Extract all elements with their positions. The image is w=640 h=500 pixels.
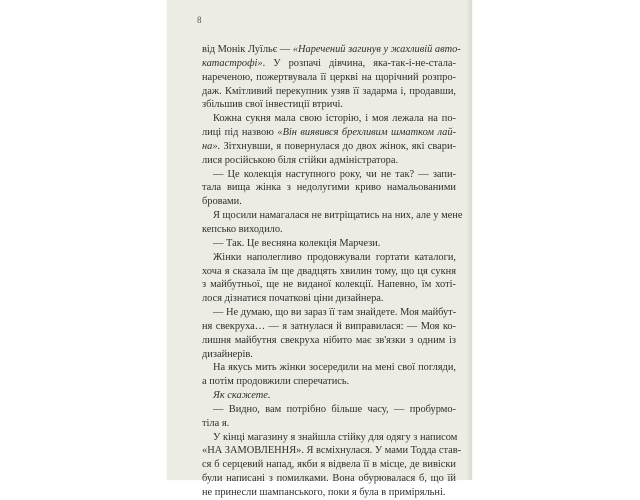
text-line xyxy=(202,306,456,320)
italic-text: Як скажете. xyxy=(213,390,271,402)
text-line xyxy=(202,292,456,306)
paragraph-p10 xyxy=(202,403,456,431)
text-run: . Зітхнувши, я повернулася до двох жінок, які свари- xyxy=(217,140,456,152)
paragraph-p6 xyxy=(202,251,456,306)
text-run: лися російською біля стійки адміністратора. xyxy=(202,154,399,166)
text-line xyxy=(202,486,456,500)
text-run: від Монік Луїльє — xyxy=(202,44,293,55)
text-line xyxy=(202,458,456,472)
text-line xyxy=(202,154,456,168)
text-line xyxy=(202,403,456,417)
text-run: ня свекруха… — я затнулася й виправилася: — Моя ко- xyxy=(202,320,456,332)
paragraph-p1 xyxy=(202,43,461,112)
paragraph-p3 xyxy=(202,168,456,210)
text-line xyxy=(202,431,456,445)
text-line xyxy=(202,278,456,292)
text-line xyxy=(202,444,462,458)
paragraph-p2 xyxy=(202,112,456,167)
text-run: ся б серцевий напад, якби я відвела її в місце, де вивіски xyxy=(202,459,456,471)
text-run: а потім продовжили сперечатись. xyxy=(202,376,350,388)
text-line xyxy=(202,237,456,251)
text-run: кепсько виходило. xyxy=(202,223,283,235)
text-run: тіла я. xyxy=(202,417,230,429)
paragraph-p9 xyxy=(202,389,456,403)
page-body-text xyxy=(202,43,463,500)
paragraph-p7 xyxy=(202,306,456,361)
text-run: — Видно, вам потрібно більше часу, — пробурмо- xyxy=(213,403,456,415)
paragraph-p8 xyxy=(202,361,456,389)
text-run: — Це колекція наступного року, чи не так? — запи- xyxy=(213,168,456,180)
text-line xyxy=(202,265,456,279)
text-line xyxy=(202,223,456,237)
text-run: — Так. Це весняна колекція Марчези. xyxy=(213,237,381,249)
text-line xyxy=(202,126,456,140)
text-run: . У розпачі дівчина, яка-так-і-не-стала- xyxy=(262,57,456,69)
text-line xyxy=(202,209,463,223)
text-line xyxy=(202,389,456,403)
text-line xyxy=(202,334,456,348)
text-run: На якусь мить жінки зосередили на мені свої погляди, xyxy=(213,362,456,374)
text-line xyxy=(202,43,461,57)
text-run: тала вища жінка з недолугими криво намальованими xyxy=(202,182,456,194)
text-run: з майбутньої, ще не виданої колекції. Напевно, їм хоті- xyxy=(202,279,456,291)
paragraph-p11 xyxy=(202,431,462,500)
italic-text: на» xyxy=(202,140,218,152)
text-line xyxy=(202,181,456,195)
text-run: Кожна сукня мала свою історію, і моя лежала на по- xyxy=(213,113,456,125)
text-run: даж. Кмітливий перекупник узяв її задарма і, продавши, xyxy=(202,85,456,97)
text-run: У кінці магазину я знайшла стійку для одягу з написом xyxy=(213,431,458,443)
text-run: дизайнерів. xyxy=(202,348,253,360)
text-run: були написані з помилками. Вона обурювалася б, що їй xyxy=(202,473,456,485)
text-line xyxy=(202,361,456,375)
italic-text: «Він виявився брехливим шматком лай- xyxy=(277,127,456,139)
text-run: Жінки наполегливо продовжували гортати каталоги, xyxy=(213,251,456,263)
book-page xyxy=(167,0,472,498)
text-run: «НА ЗАМОВЛЕННЯ». Я всміхнулася. У мами Тодда став- xyxy=(202,445,462,457)
text-run: збільшив свої інвестиції втричі. xyxy=(202,99,343,111)
text-run: лиці під назвою xyxy=(202,127,278,139)
paragraph-p4 xyxy=(202,209,463,237)
text-line xyxy=(202,320,456,334)
text-line xyxy=(202,251,456,265)
text-line xyxy=(202,57,456,71)
text-run: Я щосили намагалася не витріщатись на них, але у мене xyxy=(213,210,463,222)
text-run: не принесли шампанського, поки я була в приміряльні. xyxy=(202,487,446,498)
text-line xyxy=(202,85,456,99)
text-run: лося дізнатися початкові ціни дизайнера. xyxy=(202,293,384,305)
page-number: 8 xyxy=(197,15,202,25)
text-line xyxy=(202,348,456,362)
text-run: нареченою, пожертвувала її церкві на щорічний розпро- xyxy=(202,71,456,83)
text-line xyxy=(202,168,456,182)
text-line xyxy=(202,112,456,126)
paragraph-p5 xyxy=(202,237,456,251)
text-run: — Не думаю, що ви зараз її там знайдете. Моя майбут- xyxy=(213,307,457,319)
text-run: бровами. xyxy=(202,196,242,208)
text-run: лишня майбутня свекруха нібито має зв'язки з одним із xyxy=(202,334,456,346)
text-line xyxy=(202,71,456,85)
text-line xyxy=(202,195,456,209)
text-line xyxy=(202,98,456,112)
text-line xyxy=(202,375,456,389)
italic-text: «Наречений загинув у жахливій авто- xyxy=(292,44,461,55)
text-line xyxy=(202,140,456,154)
text-run: хоча я сказала їм ще двадцять хвилин тому, що ця сукня xyxy=(202,265,456,277)
text-line xyxy=(202,472,456,486)
italic-text: катастрофі» xyxy=(202,57,263,69)
text-line xyxy=(202,417,456,431)
